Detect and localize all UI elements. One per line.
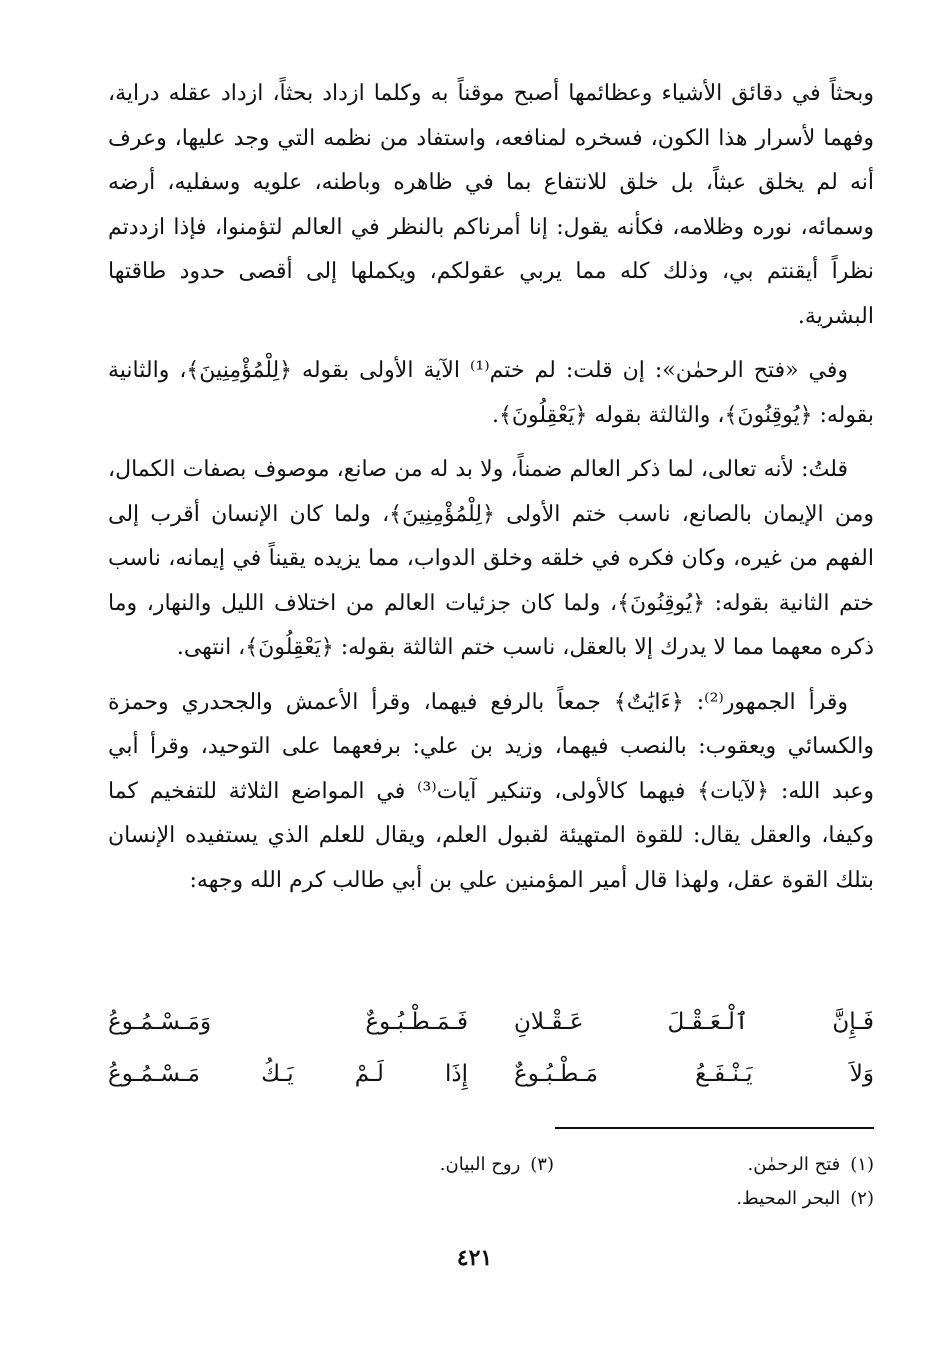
poem-verse bbox=[108, 1048, 874, 1100]
footnote-number: (٣) bbox=[530, 1154, 554, 1175]
footnote-text: فتح الرحمٰن. bbox=[747, 1154, 841, 1175]
footnote-row bbox=[108, 1182, 874, 1216]
paragraph: وبحثاً في دقائق الأشياء وعظائمها أصبح موقناً به وكلما ازداد بحثاً، ازداد عقله دراية، وفهما لأسرار هذا الكون، فسخره لمنافعه، واستفاد من نظمه التي وجد عليها، وعرف أنه لم يخلق عبثاً، بل خلق للانتفاع بما في ظاهره وباطنه، علويه وسفليه، أرضه وسمائه، نوره وظلامه، فكأنه يقول: إنا أمرناكم بالنظر في العالم لتؤمنوا، فإذا ازددتم نظراً أيقنتم بي، وذلك كله مما يربي عقولكم، ويكملها إلى أقصى حدود طاقتها البشرية. bbox=[108, 81, 874, 329]
poem-verse bbox=[108, 996, 874, 1048]
poem-hemistich: فَـمَـطْـبُـوعٌ وَمَـسْـمُـوعُ bbox=[108, 1009, 468, 1035]
footnotes bbox=[108, 1148, 874, 1216]
poem-hemistich: إِذَا لَـمْ يَـكُ مَـسْـمُـوعُ bbox=[108, 1061, 468, 1087]
poem-hemistich: فَـإِنَّ ٱلْـعَـقْـلَ عَـقْـلانِ bbox=[514, 1009, 874, 1035]
footnote-row bbox=[108, 1148, 874, 1182]
footnote-divider bbox=[555, 1127, 874, 1129]
footnote-number: (١) bbox=[850, 1154, 874, 1175]
footnote bbox=[554, 1148, 874, 1182]
paragraph: وفي «فتح الرحمٰن»: إن قلت: لم ختم⁽¹⁾ الآية الأولى بقوله ﴿لِلْمُؤْمِنِينَ﴾، والثانية بقوله: ﴿يُوقِنُونَ﴾، والثالثة بقوله ﴿يَعْقِلُونَ﴾. bbox=[108, 358, 874, 428]
main-text bbox=[108, 72, 874, 913]
poem bbox=[108, 996, 874, 1100]
paragraph: وقرأ الجمهور⁽²⁾: ﴿ءَايَٰتٌ﴾ جمعاً بالرفع فيهما، وقرأ الأعمش والجحدري وحمزة والكسائي ويعقوب: بالنصب فيهما، وزيد بن علي: برفعهما على التوحيد، وقرأ أبي وعبد الله: ﴿لآيات﴾ فيهما كالأولى، وتنكير آيات⁽³⁾ في المواضع الثلاثة للتفخيم كما وكيفا، والعقل يقال: للقوة المتهيئة لقبول العلم، ويقال للعلم الذي يستفيده الإنسان بتلك القوة عقل، ولهذا قال أمير المؤمنين علي بن أبي طالب كرم الله وجهه: bbox=[108, 689, 874, 893]
footnote-text: روح البيان. bbox=[439, 1154, 521, 1175]
footnote bbox=[234, 1148, 554, 1182]
page-number: ٤٢١ bbox=[456, 1245, 493, 1271]
poem-hemistich: وَلاَ يَـنْـفَـعُ مَـطْـبُـوعٌ bbox=[514, 1061, 874, 1087]
footnote-text: البحر المحيط. bbox=[736, 1188, 841, 1209]
footnote bbox=[554, 1182, 874, 1216]
paragraph: قلتُ: لأنه تعالى، لما ذكر العالم ضمناً، ولا بد له من صانع، موصوف بصفات الكمال، ومن الإيمان بالصانع، ناسب ختم الأولى ﴿لِلْمُؤْمِنِينَ﴾، ولما كان الإنسان أقرب إلى الفهم من غيره، وكان فكره في خلقه وخلق الدواب، مما يزيده يقيناً في إيمانه، ناسب ختم الثانية بقوله: ﴿يُوقِنُونَ﴾، ولما كان جزئيات العالم من اختلاف الليل والنهار، وما ذكره معهما مما لا يدرك إلا بالعقل، ناسب ختم الثالثة بقوله: ﴿يَعْقِلُونَ﴾، انتهى. bbox=[108, 457, 874, 660]
footnote-number: (٢) bbox=[850, 1188, 874, 1209]
